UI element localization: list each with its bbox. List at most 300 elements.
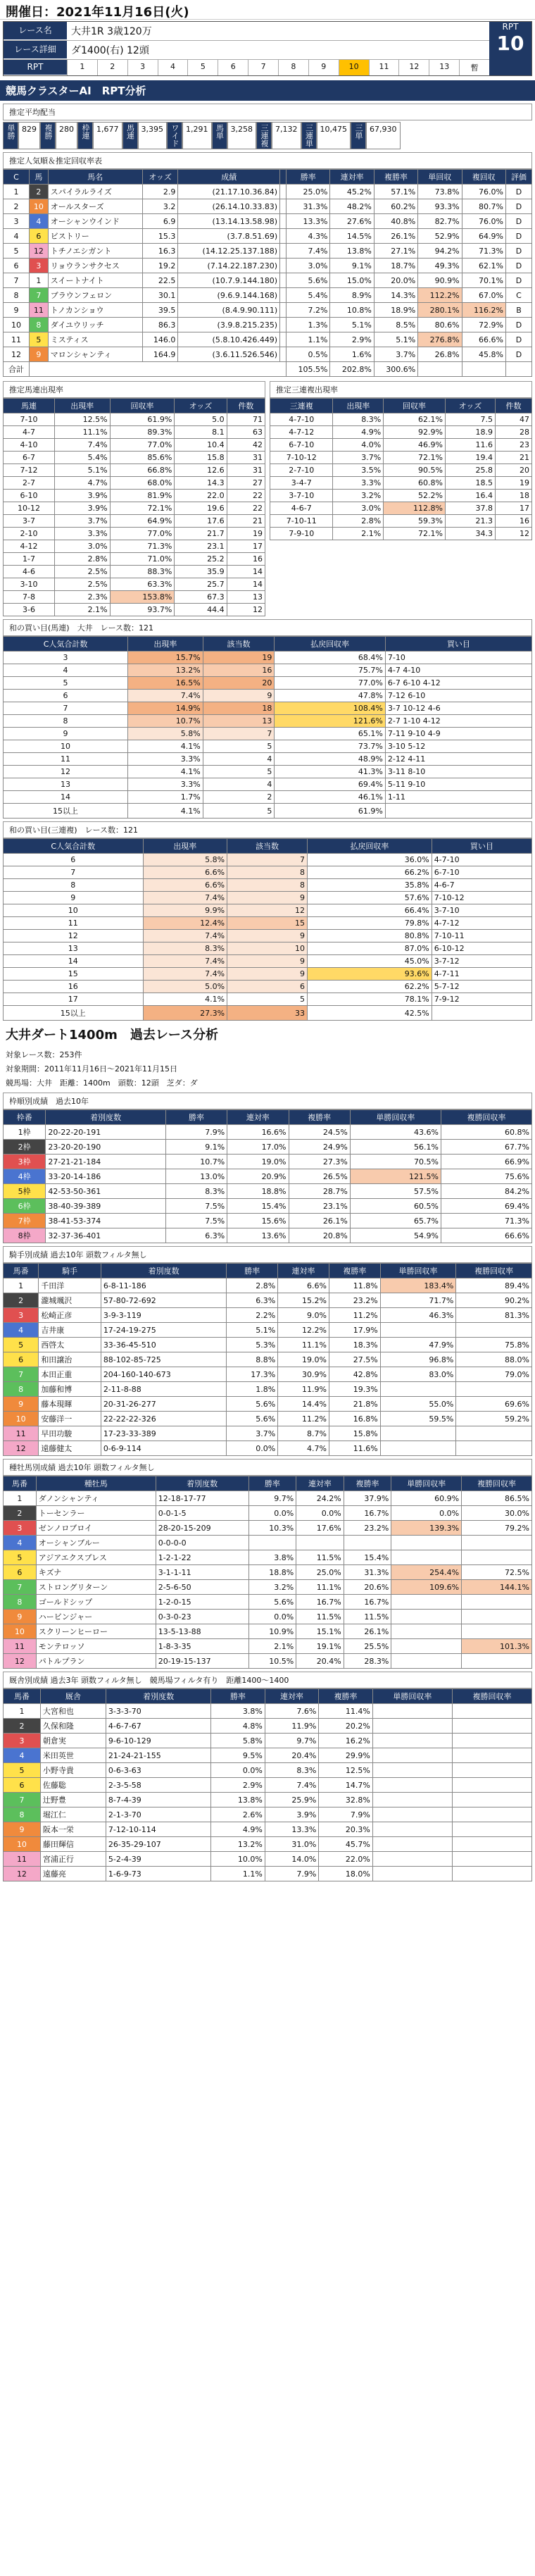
- table-cell: ストロングリターン: [36, 1580, 156, 1595]
- table-cell: オーシャンブルー: [36, 1536, 156, 1550]
- table-cell: 4.9%: [333, 426, 384, 439]
- table-cell: 14.0%: [265, 1852, 319, 1867]
- table-cell: 71.3%: [110, 540, 175, 553]
- column-header: 複回収: [462, 170, 505, 185]
- table-cell: オーシャンウインド: [48, 214, 142, 229]
- table-cell: 遠藤亮: [40, 1867, 106, 1881]
- table-cell: 14: [227, 566, 265, 578]
- table-cell: 17.6%: [296, 1521, 344, 1536]
- table-cell: 4-7-10: [432, 854, 531, 866]
- table-cell: 1: [4, 1491, 37, 1506]
- table-cell: 30.1: [142, 288, 178, 303]
- table-row: [4, 502, 265, 515]
- table-cell: 3: [29, 259, 48, 273]
- table-cell: 6: [29, 229, 48, 244]
- past-info-2: 対象期間：2011年11月16日〜2021年11月15日: [6, 1064, 177, 1074]
- column-header: 馬番: [4, 1264, 39, 1278]
- table-cell: ゼンノロブロイ: [36, 1521, 156, 1536]
- table-cell: 5: [29, 332, 48, 347]
- table-cell: D: [505, 318, 531, 332]
- table-cell: 21.8%: [329, 1397, 380, 1412]
- stat-label: 馬連: [122, 122, 138, 149]
- table-cell: 7: [29, 288, 48, 303]
- table-cell: [391, 1595, 462, 1610]
- table-cell: 5.0%: [143, 981, 227, 993]
- table-cell: 阪本一栄: [40, 1822, 106, 1837]
- table-cell: 3.0%: [55, 540, 111, 553]
- table-cell: 69.4%: [441, 1199, 531, 1214]
- table-header-row: [4, 1689, 532, 1704]
- table-cell: 15以上: [4, 1006, 144, 1021]
- table-cell: 4.0%: [333, 439, 384, 452]
- table-row: [4, 766, 532, 778]
- table-cell: 14.3: [175, 477, 227, 490]
- table-cell: 7-10-12: [270, 452, 333, 464]
- table-cell: 85.6%: [110, 452, 175, 464]
- column-header: 出現率: [128, 637, 203, 652]
- table-cell: 3.8%: [211, 1704, 265, 1719]
- table-row: [4, 1293, 532, 1308]
- table-cell: 9: [29, 347, 48, 362]
- table-row: [4, 1763, 532, 1778]
- table-header-row: [270, 399, 532, 413]
- waku-table: [3, 1109, 532, 1243]
- table-cell: 9: [4, 892, 144, 904]
- table-cell: 12: [4, 347, 30, 362]
- table-cell: 90.2%: [456, 1293, 532, 1308]
- table-cell: 23.2%: [329, 1293, 380, 1308]
- table-cell: (7.14.22.187.230): [178, 259, 280, 273]
- table-cell: 7: [4, 273, 30, 288]
- stat-label: 複勝: [40, 122, 56, 149]
- pop-title: 推定人気順＆推定回収率表: [3, 152, 532, 169]
- table-cell: 71.3%: [441, 1214, 531, 1228]
- table-cell: 15.8: [175, 452, 227, 464]
- table-cell: 3.3%: [128, 778, 203, 791]
- table-cell: 5-7-12: [432, 981, 531, 993]
- table-cell: 32.8%: [319, 1793, 373, 1807]
- table-cell: [452, 1837, 531, 1852]
- table-cell: 56.1%: [350, 1140, 441, 1155]
- table-cell: 64.9%: [462, 229, 505, 244]
- table-cell: オールスターズ: [48, 199, 142, 214]
- table-cell: 10: [4, 1624, 37, 1639]
- table-cell: 7.9%: [265, 1867, 319, 1881]
- table-cell: 112.2%: [418, 288, 462, 303]
- sire-table: [3, 1476, 532, 1669]
- table-cell: 21: [496, 452, 532, 464]
- table-row: [4, 1506, 532, 1521]
- table-cell: 千田洋: [39, 1278, 101, 1293]
- table-cell: 13.8%: [330, 244, 374, 259]
- table-cell: 16: [496, 515, 532, 528]
- table-cell: 3-7 10-12 4-6: [385, 702, 531, 715]
- table-cell: 10.4: [175, 439, 227, 452]
- rpt-scale-cell: 10: [339, 60, 369, 75]
- table-cell: 3-4-7: [270, 477, 333, 490]
- table-cell: 2-7 1-10 4-12: [385, 715, 531, 728]
- table-cell: 4-6: [4, 566, 55, 578]
- table-cell: 9: [227, 930, 308, 942]
- table-cell: 254.4%: [391, 1565, 462, 1580]
- table-cell: 4-7: [4, 426, 55, 439]
- table-cell: 63.3%: [110, 578, 175, 591]
- table-cell: 5: [203, 804, 275, 819]
- table-row: [270, 477, 532, 490]
- table-cell: 77.0%: [110, 528, 175, 540]
- table-cell: 2-7: [4, 477, 55, 490]
- table-row: [4, 1852, 532, 1867]
- table-cell: 15: [227, 917, 308, 930]
- table-row: [4, 490, 265, 502]
- table-cell: 61.9%: [275, 804, 386, 819]
- table-cell: 3-6: [4, 604, 55, 616]
- table-cell: 25.9%: [265, 1793, 319, 1807]
- rpt-scale-cell: 12: [398, 60, 429, 75]
- table-cell: 28-20-15-209: [156, 1521, 248, 1536]
- table-cell: 4-7-11: [432, 968, 531, 981]
- table-cell: 4.7%: [278, 1441, 329, 1456]
- table-cell: 8.1: [175, 426, 227, 439]
- table-cell: 39.5: [142, 303, 178, 318]
- rpt-scale-cell: 11: [369, 60, 399, 75]
- table-cell: 15.4%: [227, 1199, 289, 1214]
- table-row: [4, 477, 265, 490]
- table-cell: 15.3: [142, 229, 178, 244]
- table-cell: 76.0%: [462, 214, 505, 229]
- table-cell: [462, 1624, 532, 1639]
- table-cell: [452, 1778, 531, 1793]
- table-cell: [280, 214, 287, 229]
- column-header: 連対率: [330, 170, 374, 185]
- table-cell: 86.3: [142, 318, 178, 332]
- table-cell: [391, 1639, 462, 1654]
- table-cell: スクリーンヒーロー: [36, 1624, 156, 1639]
- table-cell: 46.9%: [384, 439, 446, 452]
- table-cell: 2.9%: [211, 1778, 265, 1793]
- table-cell: ダイユウリッチ: [48, 318, 142, 332]
- table-cell: 7-12: [4, 464, 55, 477]
- table-cell: 6-10-12: [432, 942, 531, 955]
- table-row: [4, 854, 532, 866]
- table-cell: 10: [4, 1412, 39, 1426]
- table-cell: 7.4%: [143, 968, 227, 981]
- table-cell: 0.0%: [391, 1506, 462, 1521]
- table-row: [4, 1228, 532, 1243]
- table-cell: 13.3%: [265, 1822, 319, 1837]
- table-cell: 66.4%: [308, 904, 432, 917]
- table-row: [4, 1441, 532, 1456]
- table-cell: 83.0%: [380, 1367, 456, 1382]
- table-cell: D: [505, 199, 531, 214]
- table-row: [4, 652, 532, 664]
- table-cell: 26.1%: [289, 1214, 350, 1228]
- table-cell: 77.0%: [275, 677, 386, 690]
- table-cell: D: [505, 273, 531, 288]
- table-cell: 5.8%: [211, 1734, 265, 1748]
- table-cell: 2.8%: [227, 1278, 278, 1293]
- table-cell: 2.1%: [248, 1639, 296, 1654]
- table-cell: 20.4%: [265, 1748, 319, 1763]
- table-row: [4, 1654, 532, 1669]
- table-row: [4, 778, 532, 791]
- table-cell: 5-2-4-39: [106, 1852, 210, 1867]
- table-cell: 27.5%: [329, 1352, 380, 1367]
- table-cell: 0-6-9-114: [101, 1441, 227, 1456]
- table-row: [4, 273, 532, 288]
- past-title: 大井ダート1400m 過去レース分析: [6, 1028, 218, 1043]
- table-cell: 3.5%: [333, 464, 384, 477]
- table-row: [4, 1536, 532, 1550]
- table-cell: 1-11: [385, 791, 531, 804]
- table-cell: 小野寺貴: [40, 1763, 106, 1778]
- table-row: [4, 566, 265, 578]
- table-cell: 4: [203, 753, 275, 766]
- table-row: [4, 413, 265, 426]
- column-header: 出現率: [55, 399, 111, 413]
- table-cell: 81.9%: [110, 490, 175, 502]
- table-cell: [380, 1382, 456, 1397]
- table-cell: 2.2%: [227, 1308, 278, 1323]
- table-cell: 35.9: [175, 566, 227, 578]
- table-cell: 23-20-20-190: [46, 1140, 166, 1155]
- table-cell: 6.9: [142, 214, 178, 229]
- table-cell: 57-80-72-692: [101, 1293, 227, 1308]
- table-cell: 6: [4, 690, 128, 702]
- table-cell: 5: [203, 740, 275, 753]
- table-cell: 0.0%: [296, 1506, 344, 1521]
- table-cell: [462, 1595, 532, 1610]
- table-row: [4, 993, 532, 1006]
- table-cell: ハービンジャー: [36, 1610, 156, 1624]
- table-row: [4, 1595, 532, 1610]
- table-cell: 11.4%: [319, 1704, 373, 1719]
- table-cell: 13: [203, 715, 275, 728]
- table-cell: 26.5%: [289, 1169, 350, 1184]
- table-cell: 2-7-10: [270, 464, 333, 477]
- table-cell: 13.2%: [128, 664, 203, 677]
- table-cell: 久保和隆: [40, 1719, 106, 1734]
- table-cell: 5: [227, 993, 308, 1006]
- table-cell: [432, 1006, 531, 1021]
- table-header-row: [4, 399, 265, 413]
- table-row: [4, 1214, 532, 1228]
- table-cell: 66.6%: [462, 332, 505, 347]
- table-cell: 11.9%: [265, 1719, 319, 1734]
- table-cell: 17.6: [175, 515, 227, 528]
- table-cell: 4-7-12: [270, 426, 333, 439]
- column-header: オッズ: [445, 399, 495, 413]
- column-header: 複勝率: [289, 1110, 350, 1125]
- table-cell: 43.6%: [350, 1125, 441, 1140]
- table-cell: 3-7-12: [432, 955, 531, 968]
- table-cell: 2枠: [4, 1140, 46, 1155]
- table-cell: D: [505, 259, 531, 273]
- table-cell: 3.7%: [55, 515, 111, 528]
- table-cell: 108.4%: [275, 702, 386, 715]
- table-cell: 41.3%: [275, 766, 386, 778]
- column-header: [280, 170, 287, 185]
- table-cell: 12.5%: [319, 1763, 373, 1778]
- table-cell: 139.3%: [391, 1521, 462, 1536]
- table-cell: 7: [203, 728, 275, 740]
- table-cell: 66.8%: [110, 464, 175, 477]
- table-cell: 204-160-140-673: [101, 1367, 227, 1382]
- table-cell: 9.0%: [278, 1308, 329, 1323]
- table-cell: [280, 318, 287, 332]
- table-cell: 16.6%: [227, 1125, 289, 1140]
- table-cell: 4: [4, 1748, 41, 1763]
- table-cell: 6: [4, 854, 144, 866]
- table-cell: 9.9%: [143, 904, 227, 917]
- table-row: [4, 515, 265, 528]
- table-cell: 68.0%: [110, 477, 175, 490]
- table-cell: 松崎正彦: [39, 1308, 101, 1323]
- table-cell: 18: [496, 490, 532, 502]
- table-cell: 11.1%: [55, 426, 111, 439]
- table-cell: 7: [4, 1793, 41, 1807]
- stat-label: 単勝: [3, 122, 18, 149]
- table-cell: 71.0%: [110, 553, 175, 566]
- table-row: [4, 1140, 532, 1155]
- table-cell: 8.9%: [330, 288, 374, 303]
- table-cell: 0.0%: [248, 1506, 296, 1521]
- table-cell: 31.3%: [287, 199, 330, 214]
- table-row: [4, 1323, 532, 1338]
- table-cell: 2.1%: [55, 604, 111, 616]
- table-row: [4, 439, 265, 452]
- total-value: 202.8%: [330, 362, 374, 377]
- jockey-table: [3, 1263, 532, 1456]
- table-cell: 80.7%: [462, 199, 505, 214]
- table-cell: 52.9%: [418, 229, 462, 244]
- table-cell: 8: [4, 879, 144, 892]
- table-cell: 57.5%: [350, 1184, 441, 1199]
- table-cell: 16.7%: [296, 1595, 344, 1610]
- column-header: 馬連: [4, 399, 55, 413]
- table-cell: 8.3%: [165, 1184, 227, 1199]
- table-cell: 0.5%: [287, 347, 330, 362]
- table-cell: [462, 1610, 532, 1624]
- table-cell: 5.1%: [330, 318, 374, 332]
- table-cell: 89.4%: [456, 1278, 532, 1293]
- table-cell: 23: [496, 439, 532, 452]
- table-cell: 14: [4, 955, 144, 968]
- table-cell: [280, 273, 287, 288]
- table-cell: 93.7%: [110, 604, 175, 616]
- table-cell: 9.7%: [265, 1734, 319, 1748]
- column-header: 連対率: [278, 1264, 329, 1278]
- table-cell: [391, 1550, 462, 1565]
- table-cell: 38-40-39-389: [46, 1199, 166, 1214]
- column-header: 払戻回収率: [275, 637, 386, 652]
- rpt-scale-cell: 暫: [459, 60, 489, 75]
- table-cell: [452, 1852, 531, 1867]
- table-cell: 10: [4, 740, 128, 753]
- table-cell: 2.9%: [330, 332, 374, 347]
- table-cell: 2-12 4-11: [385, 753, 531, 766]
- table-cell: 6-7 6-10 4-12: [385, 677, 531, 690]
- table-cell: 66.9%: [441, 1155, 531, 1169]
- table-cell: 22: [227, 490, 265, 502]
- table-cell: 72.1%: [110, 502, 175, 515]
- uma-sum-table: [3, 636, 532, 819]
- table-cell: 60.9%: [391, 1491, 462, 1506]
- table-row: [270, 439, 532, 452]
- table-cell: D: [505, 185, 531, 199]
- table-cell: B: [505, 303, 531, 318]
- table-cell: 1-8-3-35: [156, 1639, 248, 1654]
- table-cell: 72.1%: [384, 452, 446, 464]
- table-cell: 19.1%: [296, 1639, 344, 1654]
- table-cell: 1: [4, 185, 30, 199]
- table-cell: 57.1%: [374, 185, 417, 199]
- table-cell: [280, 332, 287, 347]
- table-cell: 73.7%: [275, 740, 386, 753]
- table-cell: 6.6%: [143, 879, 227, 892]
- table-cell: 11.2%: [278, 1412, 329, 1426]
- table-cell: 67.0%: [462, 288, 505, 303]
- table-cell: 3-10 5-12: [385, 740, 531, 753]
- table-cell: 22: [227, 502, 265, 515]
- table-row: [4, 185, 532, 199]
- stat-label: 三連単: [301, 122, 317, 149]
- table-cell: 0-0-1-5: [156, 1506, 248, 1521]
- table-cell: [452, 1807, 531, 1822]
- table-cell: 70.5%: [350, 1155, 441, 1169]
- table-row: [4, 426, 265, 439]
- sire-title: 種牡馬別成績 過去10年 頭数フィルタ無し: [3, 1459, 532, 1476]
- table-cell: 276.8%: [418, 332, 462, 347]
- table-cell: (26.14.10.33.83): [178, 199, 280, 214]
- table-cell: 72.9%: [462, 318, 505, 332]
- rpt-box-label: RPT: [502, 22, 519, 32]
- table-row: [4, 1412, 532, 1426]
- table-cell: 8: [4, 715, 128, 728]
- table-cell: 11: [4, 1852, 41, 1867]
- table-cell: 25.2: [175, 553, 227, 566]
- table-cell: 9: [227, 892, 308, 904]
- table-row: [4, 229, 532, 244]
- table-cell: 7.5: [445, 413, 495, 426]
- table-cell: 75.8%: [456, 1338, 532, 1352]
- stat-label: ワイド: [167, 122, 182, 149]
- table-cell: 87.0%: [308, 942, 432, 955]
- table-cell: 4: [4, 664, 128, 677]
- table-row: [4, 715, 532, 728]
- table-cell: 10.9%: [248, 1624, 296, 1639]
- table-cell: 280.1%: [418, 303, 462, 318]
- stat-value: 280: [56, 122, 77, 149]
- table-cell: 16.8%: [329, 1412, 380, 1426]
- column-header: 勝率: [248, 1476, 296, 1491]
- table-cell: 7.6%: [265, 1704, 319, 1719]
- column-header: 単勝回収率: [391, 1476, 462, 1491]
- table-cell: 68.4%: [275, 652, 386, 664]
- table-cell: 5.6%: [227, 1412, 278, 1426]
- table-cell: [372, 1867, 452, 1881]
- table-row: [4, 728, 532, 740]
- table-cell: 69.4%: [275, 778, 386, 791]
- table-row: [4, 464, 265, 477]
- table-cell: 3: [4, 1308, 39, 1323]
- table-cell: 25.7: [175, 578, 227, 591]
- table-cell: 44.4: [175, 604, 227, 616]
- table-cell: 3-7: [4, 515, 55, 528]
- table-cell: 27-21-21-184: [46, 1155, 166, 1169]
- table-cell: 24.9%: [289, 1140, 350, 1155]
- table-row: [4, 1397, 532, 1412]
